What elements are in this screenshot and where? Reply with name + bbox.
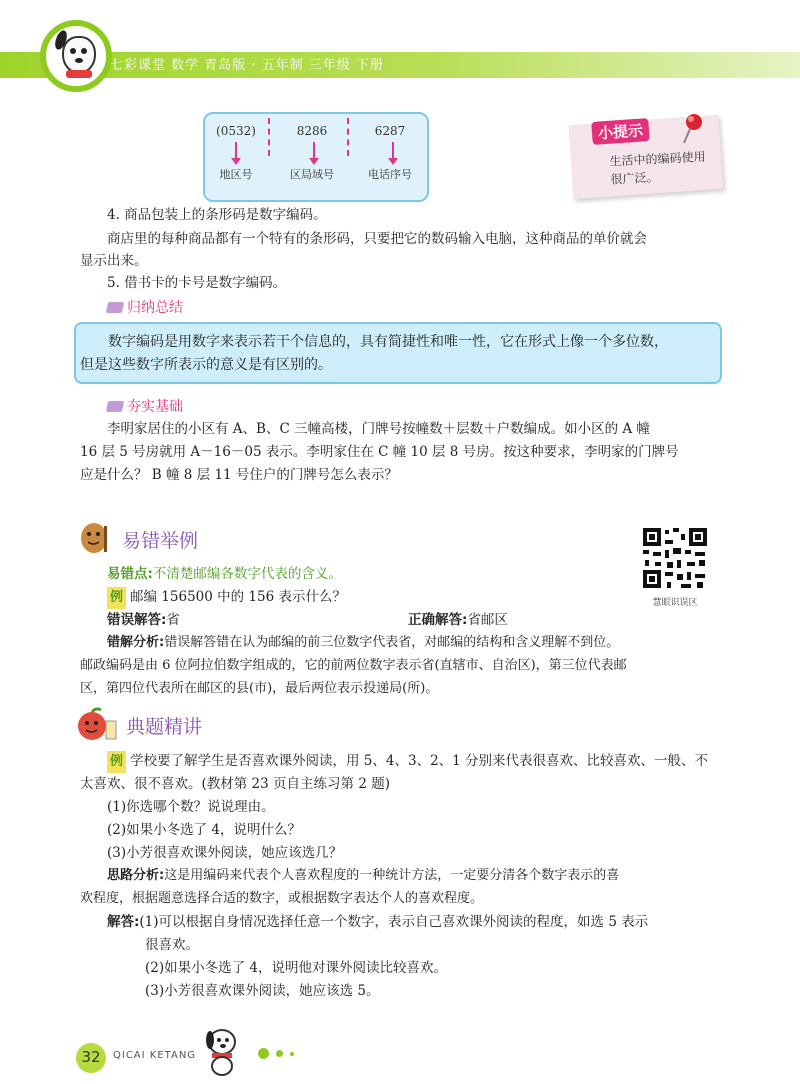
tip-text: 生活中的编码使用很广泛。 bbox=[609, 149, 706, 187]
idea-line-1: 思路分析:这是用编码来代表个人喜欢程度的一种统计方法，一定要分清各个数字表示的喜 bbox=[107, 868, 620, 883]
summary-line-2: 但是这些数字所表示的意义是有区别的。 bbox=[80, 357, 332, 373]
analysis-line-3: 区，第四位代表所在邮区的县(市)，最后两位表示投递局(所)。 bbox=[80, 681, 439, 696]
decor-dot bbox=[258, 1048, 269, 1059]
pushpin-icon bbox=[680, 112, 706, 146]
item-4: 4. 商品包装上的条形码是数字编码。 bbox=[107, 207, 327, 223]
analysis-line-2: 邮政编码是由 6 位阿拉伯数字组成的，它的前两位数字表示省(直辖市、自治区)，第三位代表邮 bbox=[80, 658, 627, 673]
mistake-point: 易错点:不清楚邮编各数字代表的含义。 bbox=[107, 566, 342, 582]
analysis-line-1: 错解分析:错误解答错在认为邮编的前三位数字代表省，对邮编的结构和含义理解不到位。 bbox=[107, 635, 620, 650]
classic-sub-3: (3)小芳很喜欢课外阅读，她应该选几？ bbox=[107, 845, 343, 861]
answer-line-2: (2)如果小冬选了 4，说明他对课外阅读比较喜欢。 bbox=[145, 960, 448, 976]
classic-heading: 典题精讲 bbox=[126, 716, 203, 738]
code-label-serial: 电话序号 bbox=[368, 168, 412, 181]
example-badge: 例 bbox=[107, 751, 126, 773]
code-part-exchange: 8286 bbox=[296, 124, 328, 138]
arrow-down-icon bbox=[313, 142, 315, 160]
divider bbox=[347, 118, 349, 156]
divider bbox=[268, 118, 270, 156]
summary-line-1: 数字编码是用数字来表示若干个信息的，具有简捷性和唯一性，它在形式上像一个多位数， bbox=[108, 334, 668, 350]
qr-code-icon[interactable] bbox=[641, 526, 709, 590]
practice-heading: 夯实基础 bbox=[107, 396, 183, 416]
classic-sub-2: (2)如果小冬选了 4，说明什么？ bbox=[107, 822, 302, 838]
footer-dog-mascot-icon bbox=[200, 1026, 244, 1078]
mascot-dog-icon bbox=[62, 36, 96, 74]
practice-line-2: 16 层 5 号房就用 A－16－05 表示。李明家住在 C 幢 10 层 8 号房。按这种要求，李明家的门牌号 bbox=[80, 444, 679, 460]
summary-heading: 归纳总结 bbox=[107, 297, 183, 317]
apple-mascot-icon bbox=[74, 707, 118, 743]
potato-mascot-icon bbox=[74, 520, 116, 556]
item-5: 5. 借书卡的卡号是数字编码。 bbox=[107, 275, 287, 291]
answer-line-3: (3)小芳很喜欢课外阅读，她应该选 5。 bbox=[145, 983, 380, 999]
code-label-exchange: 区局域号 bbox=[290, 168, 334, 181]
qr-caption: 慧眼识误区 bbox=[652, 598, 698, 608]
answer-line-1-cont: 很喜欢。 bbox=[145, 937, 199, 953]
item-4-desc-cont: 显示出来。 bbox=[80, 253, 148, 269]
code-part-serial: 6287 bbox=[374, 124, 406, 138]
decor-dot bbox=[276, 1050, 283, 1057]
header-title: 七彩课堂 数学 青岛版 · 五年制 三年级 下册 bbox=[110, 58, 384, 73]
wrong-answer: 错误解答:省 bbox=[107, 612, 180, 628]
arrow-down-icon bbox=[235, 142, 237, 160]
arrow-down-icon bbox=[392, 142, 394, 160]
answer-line-1: 解答:(1)可以根据自身情况选择任意一个数字，表示自己喜欢课外阅读的程度，如选 5 表示 bbox=[107, 914, 649, 930]
page-number: 32 bbox=[81, 1048, 101, 1066]
practice-line-1: 李明家居住的小区有 A、B、C 三幢高楼，门牌号按幢数＋层数＋户数编成。如小区的 A 幢 bbox=[107, 421, 650, 437]
right-answer: 正确解答:省邮区 bbox=[408, 612, 508, 628]
tip-title: 小提示 bbox=[591, 118, 649, 145]
decor-dot bbox=[290, 1052, 294, 1056]
practice-line-3: 应是什么？ B 幢 8 层 11 号住户的门牌号怎么表示？ bbox=[80, 467, 398, 483]
code-part-area: (0532) bbox=[216, 124, 256, 138]
item-4-desc: 商店里的每种商品都有一个特有的条形码，只要把它的数码输入电脑，这种商品的单价就会 bbox=[107, 231, 647, 247]
mascot-scarf bbox=[66, 70, 92, 78]
classic-question-2: 太喜欢、很不喜欢。(教材第 23 页自主练习第 2 题) bbox=[80, 776, 390, 792]
example-badge: 例 bbox=[107, 587, 126, 609]
book-icon bbox=[106, 302, 124, 313]
idea-line-2: 欢程度，根据题意选择合适的数字，或根据数字表达个人的喜欢程度。 bbox=[80, 891, 484, 906]
footer-brand: QICAI KETANG bbox=[113, 1050, 197, 1061]
book-icon bbox=[106, 401, 124, 412]
classic-question-1: 例 学校要了解学生是否喜欢课外阅读，用 5、4、3、2、1 分别来代表很喜欢、比较喜欢、一般、不 bbox=[107, 750, 708, 773]
mistake-example: 例 邮编 156500 中的 156 表示什么？ bbox=[107, 586, 346, 609]
phone-code-diagram bbox=[203, 112, 429, 202]
code-label-area: 地区号 bbox=[219, 168, 253, 181]
mistakes-heading: 易错举例 bbox=[122, 530, 199, 552]
classic-sub-1: (1)你选哪个数？说说理由。 bbox=[107, 799, 275, 815]
